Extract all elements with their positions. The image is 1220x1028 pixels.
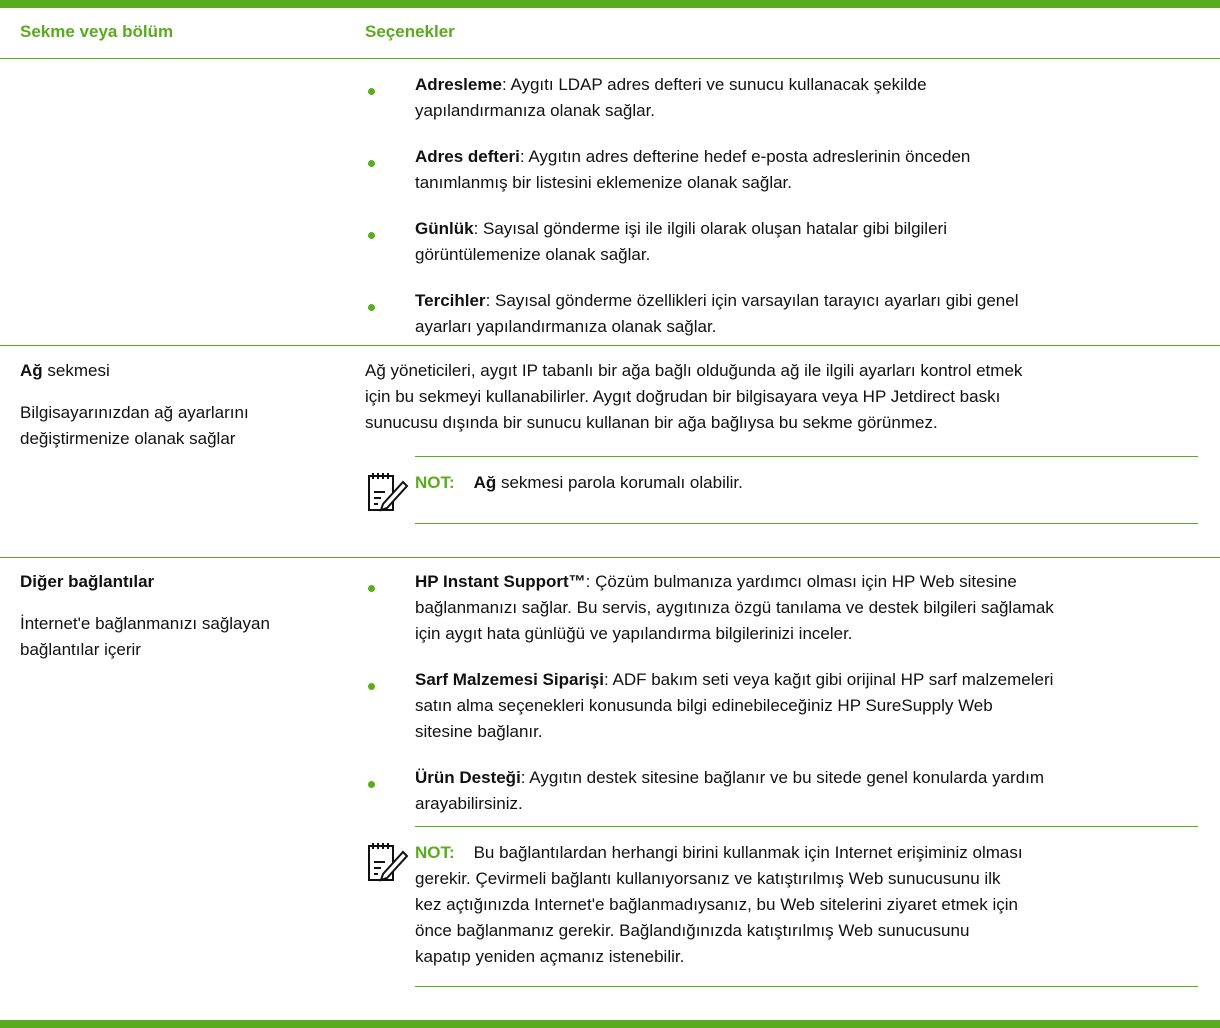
- note-text: NOT: Bu bağlantılardan herhangi birini kullanmak için Internet erişiminiz olması gerekir. Çevirmeli bağlantı kullanıyorsanız ve katıştırılmış Web sunucusunu ilk kez açtığınızda Internet'e bağlanmadıysanız, bu Web sitelerini ziyaret etmek için önce bağlanmanız gerekir. Bağlandığınızda katıştırılmış Web sunucusunu kapatıp yeniden açmanız istenebilir.: [415, 843, 1023, 966]
- row-body: Ağ yöneticileri, aygıt IP tabanlı bir ağa bağlı olduğunda ağ ile ilgili ayarları kontrol etmek için bu sekmeyi kullanabilirler. Aygıt doğrudan bir bilgisayara veya HP Jetdirect baskı sunucusu dışında bir sunucu kullanan bir ağa bağlıysa bu sekme görünmez.: [365, 361, 1023, 432]
- bullet-icon: [368, 160, 375, 167]
- item-term: Tercihler: [415, 291, 486, 310]
- note-bottom-rule: [415, 986, 1198, 987]
- item-text: : Sayısal gönderme işi ile ilgili olarak oluşan hatalar gibi bilgileri: [473, 219, 947, 238]
- table-header: [0, 8, 1220, 59]
- item-text: görüntülemenize olanak sağlar.: [415, 245, 651, 264]
- item-term: Günlük: [415, 219, 474, 238]
- bullet-icon: [368, 781, 375, 788]
- top-rule: [0, 0, 1220, 8]
- note-bottom-rule: [415, 523, 1198, 524]
- list-item: Ürün Desteği: Aygıtın destek sitesine bağlanır ve bu sitede genel konularda yardım arayabilirsiniz.: [415, 768, 1045, 813]
- note-top-rule: [415, 456, 1198, 457]
- item-term: Adresleme: [415, 75, 502, 94]
- header-col-tab: Sekme veya bölüm: [20, 22, 174, 41]
- list-item: [415, 144, 970, 196]
- bullet-icon: [368, 683, 375, 690]
- item-text: ayarları yapılandırmanıza olanak sağlar.: [415, 317, 717, 336]
- row-divider: [0, 345, 1220, 346]
- bullet-icon: [368, 232, 375, 239]
- row-title: Diğer bağlantılar: [20, 572, 155, 591]
- note-icon: [365, 840, 409, 884]
- list-item: [415, 216, 947, 268]
- item-text: : Aygıtı LDAP adres defteri ve sunucu kullanacak şekilde: [501, 75, 927, 94]
- item-text: : Sayısal gönderme özellikleri için varsayılan tarayıcı ayarları gibi genel: [485, 291, 1019, 310]
- list-item: HP Instant Support™: Çözüm bulmanıza yardımcı olması için HP Web sitesine bağlanmanızı sağlar. Bu servis, aygıtınıza özgü tanılama ve destek bilgileri sağlamak için aygıt hata günlüğü ve yapılandırma bilgilerinizi inceler.: [415, 572, 1054, 643]
- row-title: Ağ sekmesi: [20, 361, 110, 380]
- bullet-icon: [368, 88, 375, 95]
- bullet-icon: [368, 585, 375, 592]
- item-term: Adres defteri: [415, 147, 520, 166]
- note-icon: [365, 470, 409, 514]
- list-item: [415, 72, 927, 124]
- row-description: Bilgisayarınızdan ağ ayarlarını değiştirmenize olanak sağlar: [20, 403, 249, 448]
- list-item: Sarf Malzemesi Siparişi: ADF bakım seti veya kağıt gibi orijinal HP sarf malzemeleri satın alma seçenekleri konusunda bilgi edinebileceğiniz HP SureSupply Web sitesine bağlanır.: [415, 670, 1054, 741]
- bullet-icon: [368, 304, 375, 311]
- list-item: [415, 288, 1018, 340]
- row-divider: [0, 557, 1220, 558]
- item-text: : Aygıtın adres defterine hedef e-posta adreslerinin önceden: [519, 147, 971, 166]
- note-text: NOT: Ağ sekmesi parola korumalı olabilir.: [415, 473, 743, 492]
- item-text: tanımlanmış bir listesini eklemenize olanak sağlar.: [415, 173, 793, 192]
- row-description: İnternet'e bağlanmanızı sağlayan bağlantılar içerir: [20, 614, 270, 659]
- note-top-rule: [415, 826, 1198, 827]
- item-text: yapılandırmanıza olanak sağlar.: [415, 101, 656, 120]
- header-col-options: Seçenekler: [365, 22, 455, 41]
- bottom-rule: [0, 1020, 1220, 1028]
